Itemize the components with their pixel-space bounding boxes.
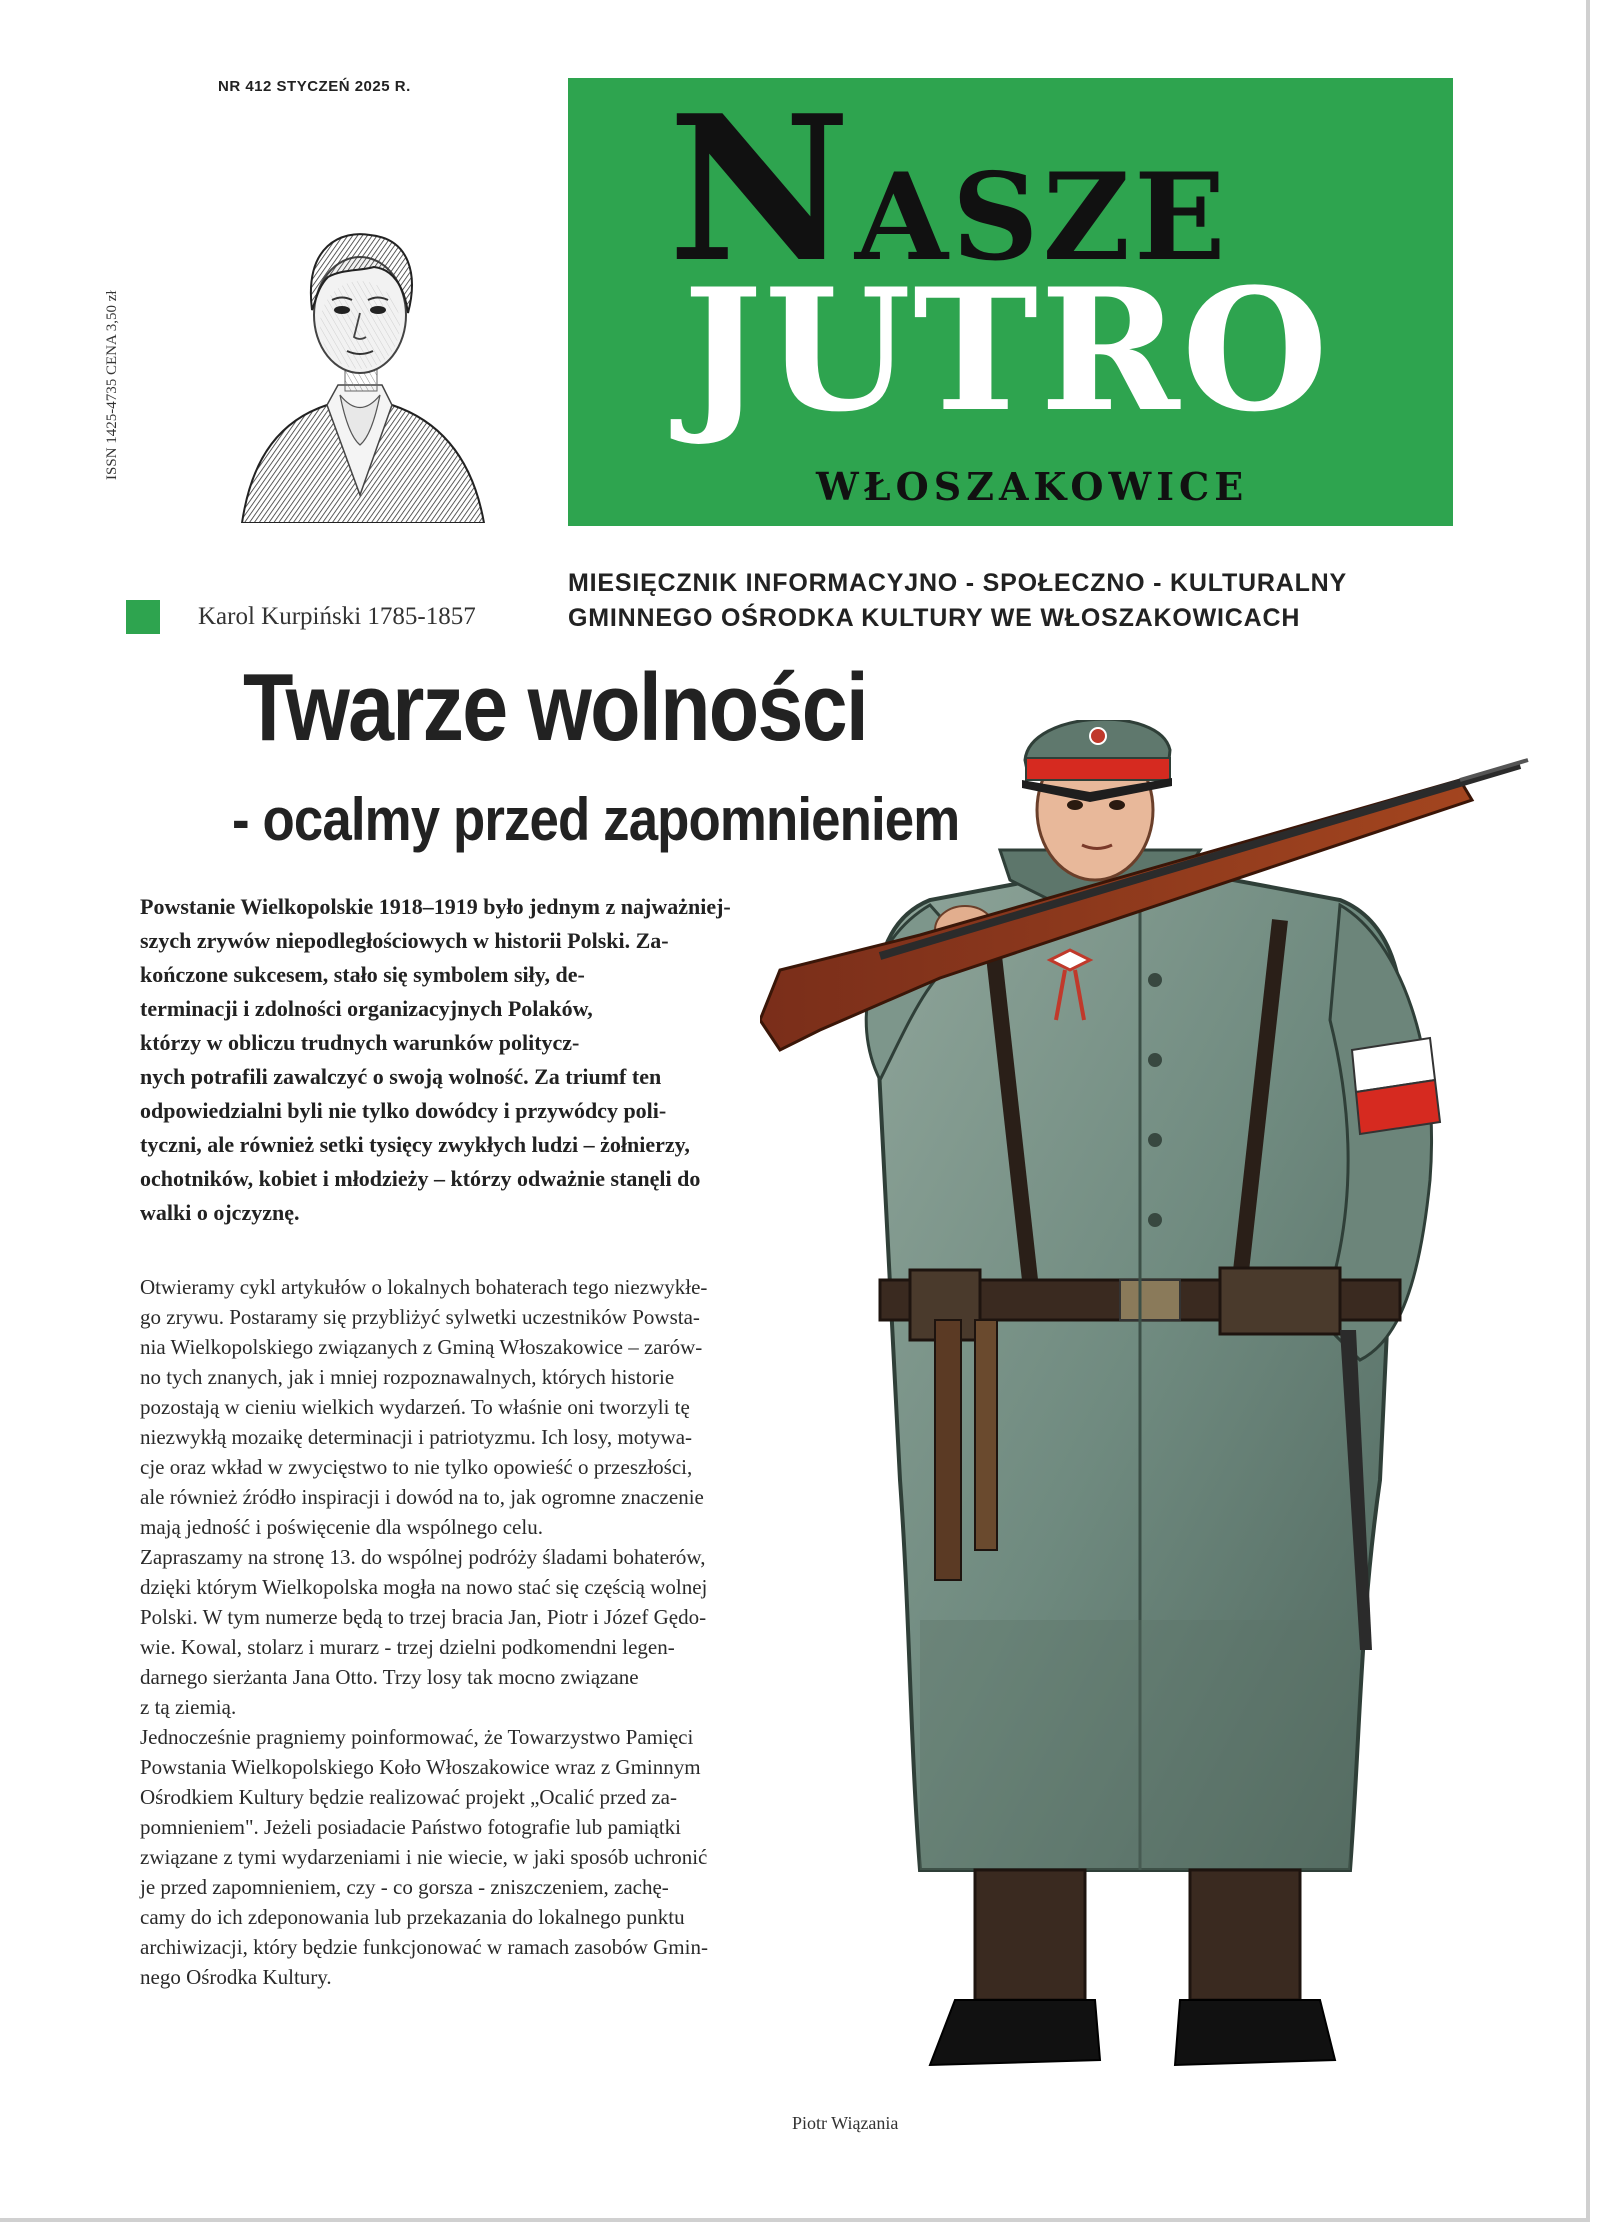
issn-price: ISSN 1425-4735 CENA 3,50 zł	[104, 290, 120, 480]
soldier-image	[760, 720, 1530, 2120]
portrait-caption: Karol Kurpiński 1785-1857	[198, 603, 476, 630]
body-line: wie. Kowal, stolarz i murarz - trzej dzielni podkomendni legen-	[140, 1635, 675, 1659]
lead-line: którzy w obliczu trudnych warunków politycz-	[140, 1030, 580, 1055]
body-line: Otwieramy cykl artykułów o lokalnych bohaterach tego niezwykłe-	[140, 1275, 708, 1299]
body-line: Ośrodkiem Kultury będzie realizować projekt „Ocalić przed za-	[140, 1785, 677, 1809]
body-line: związane z tymi wydarzeniami i nie wiecie, w jaki sposób uchronić	[140, 1845, 708, 1869]
body-line: Zapraszamy na stronę 13. do wspólnej podróży śladami bohaterów,	[140, 1545, 706, 1569]
caption-marker	[126, 600, 160, 634]
body-line: pomnieniem". Jeżeli posiadacie Państwo fotografie lub pamiątki	[140, 1815, 682, 1839]
body-line: z tą ziemią.	[140, 1695, 237, 1719]
body-line: cje oraz wkład w zwycięstwo to nie tylko opowieść o przeszłości,	[140, 1455, 693, 1479]
masthead-title-jutro: JUTRO	[683, 251, 1330, 449]
lead-line: odpowiedzialni byli nie tylko dowódcy i przywódcy poli-	[140, 1098, 667, 1123]
subtitle-line-1: MIESIĘCZNIK INFORMACYJNO - SPOŁECZNO - KULTURALNY	[568, 569, 1348, 597]
article-subheadline: - ocalmy przed zapomnieniem	[232, 786, 960, 853]
lead-line: szych zrywów niepodległościowych w historii Polski. Za-	[140, 928, 669, 953]
masthead-initial: N	[668, 78, 855, 307]
body-line: darnego sierżanta Jana Otto. Trzy losy tak mocno związane	[140, 1665, 639, 1689]
portrait-image	[232, 205, 488, 523]
article-headline: Twarze wolności	[243, 654, 868, 761]
article-author: Piotr Wiązania	[792, 2113, 899, 2133]
lead-line: tyczni, ale również setki tysięcy zwykłych ludzi – żołnierzy,	[140, 1132, 690, 1157]
lead-line: walki o ojczyznę.	[140, 1200, 300, 1225]
body-line: ale również źródło inspiracji i dowód na to, jak ogromne znaczenie	[140, 1485, 704, 1509]
lead-line: ochotników, kobiet i młodzieży – którzy odważnie stanęli do	[140, 1166, 701, 1191]
body-line: Jednocześnie pragniemy poinformować, że Towarzystwo Pamięci	[140, 1725, 694, 1749]
body-line: Powstania Wielkopolskiego Koło Włoszakowice wraz z Gminnym	[140, 1755, 701, 1779]
lead-line: Powstanie Wielkopolskie 1918–1919 było jednym z najważniej-	[140, 894, 731, 919]
soldier-illustration	[760, 720, 1530, 2120]
masthead	[568, 78, 1453, 526]
body-line: je przed zapomnieniem, czy - co gorsza - zniszczeniem, zachę-	[140, 1875, 669, 1899]
body-line: Polski. W tym numerze będą to trzej bracia Jan, Piotr i Józef Gędo-	[140, 1605, 707, 1629]
issue-number: NR 412 STYCZEŃ 2025 R.	[218, 78, 411, 95]
portrait-engraving	[232, 205, 488, 523]
lead-line: terminacji i zdolności organizacyjnych Polaków,	[140, 996, 593, 1021]
body-line: camy do ich zdeponowania lub przekazania do lokalnego punktu	[140, 1905, 685, 1929]
body-line: dzięki którym Wielkopolska mogła na nowo stać się częścią wolnej	[140, 1575, 708, 1599]
body-line: nia Wielkopolskiego związanych z Gminą Włoszakowice – zarów-	[140, 1335, 703, 1359]
body-line: archiwizacji, który będzie funkcjonować w ramach zasobów Gmin-	[140, 1935, 708, 1959]
body-line: mają jedność i poświęcenie dla wspólnego celu.	[140, 1515, 543, 1539]
masthead-town: WŁOSZAKOWICE	[816, 464, 1249, 509]
lead-line: nych potrafili zawalczyć o swoją wolność. Za triumf ten	[140, 1064, 662, 1089]
body-line: go zrywu. Postaramy się przybliżyć sylwetki uczestników Powsta-	[140, 1305, 700, 1329]
masthead-title-rest: ASZE	[854, 147, 1230, 288]
body-line: no tych znanych, jak i mniej rozpoznawalnych, których historie	[140, 1365, 675, 1389]
subtitle-line-2: GMINNEGO OŚRODKA KULTURY WE WŁOSZAKOWICACH	[568, 604, 1301, 632]
lead-line: kończone sukcesem, stało się symbolem siły, de-	[140, 962, 585, 987]
body-line: nego Ośrodka Kultury.	[140, 1965, 332, 1989]
publication-subtitle	[568, 566, 1468, 636]
body-line: pozostają w cieniu wielkich wydarzeń. To właśnie oni tworzyli tę	[140, 1395, 690, 1419]
body-line: niezwykłą mozaikę determinacji i patriotyzmu. Ich losy, motywa-	[140, 1425, 693, 1449]
